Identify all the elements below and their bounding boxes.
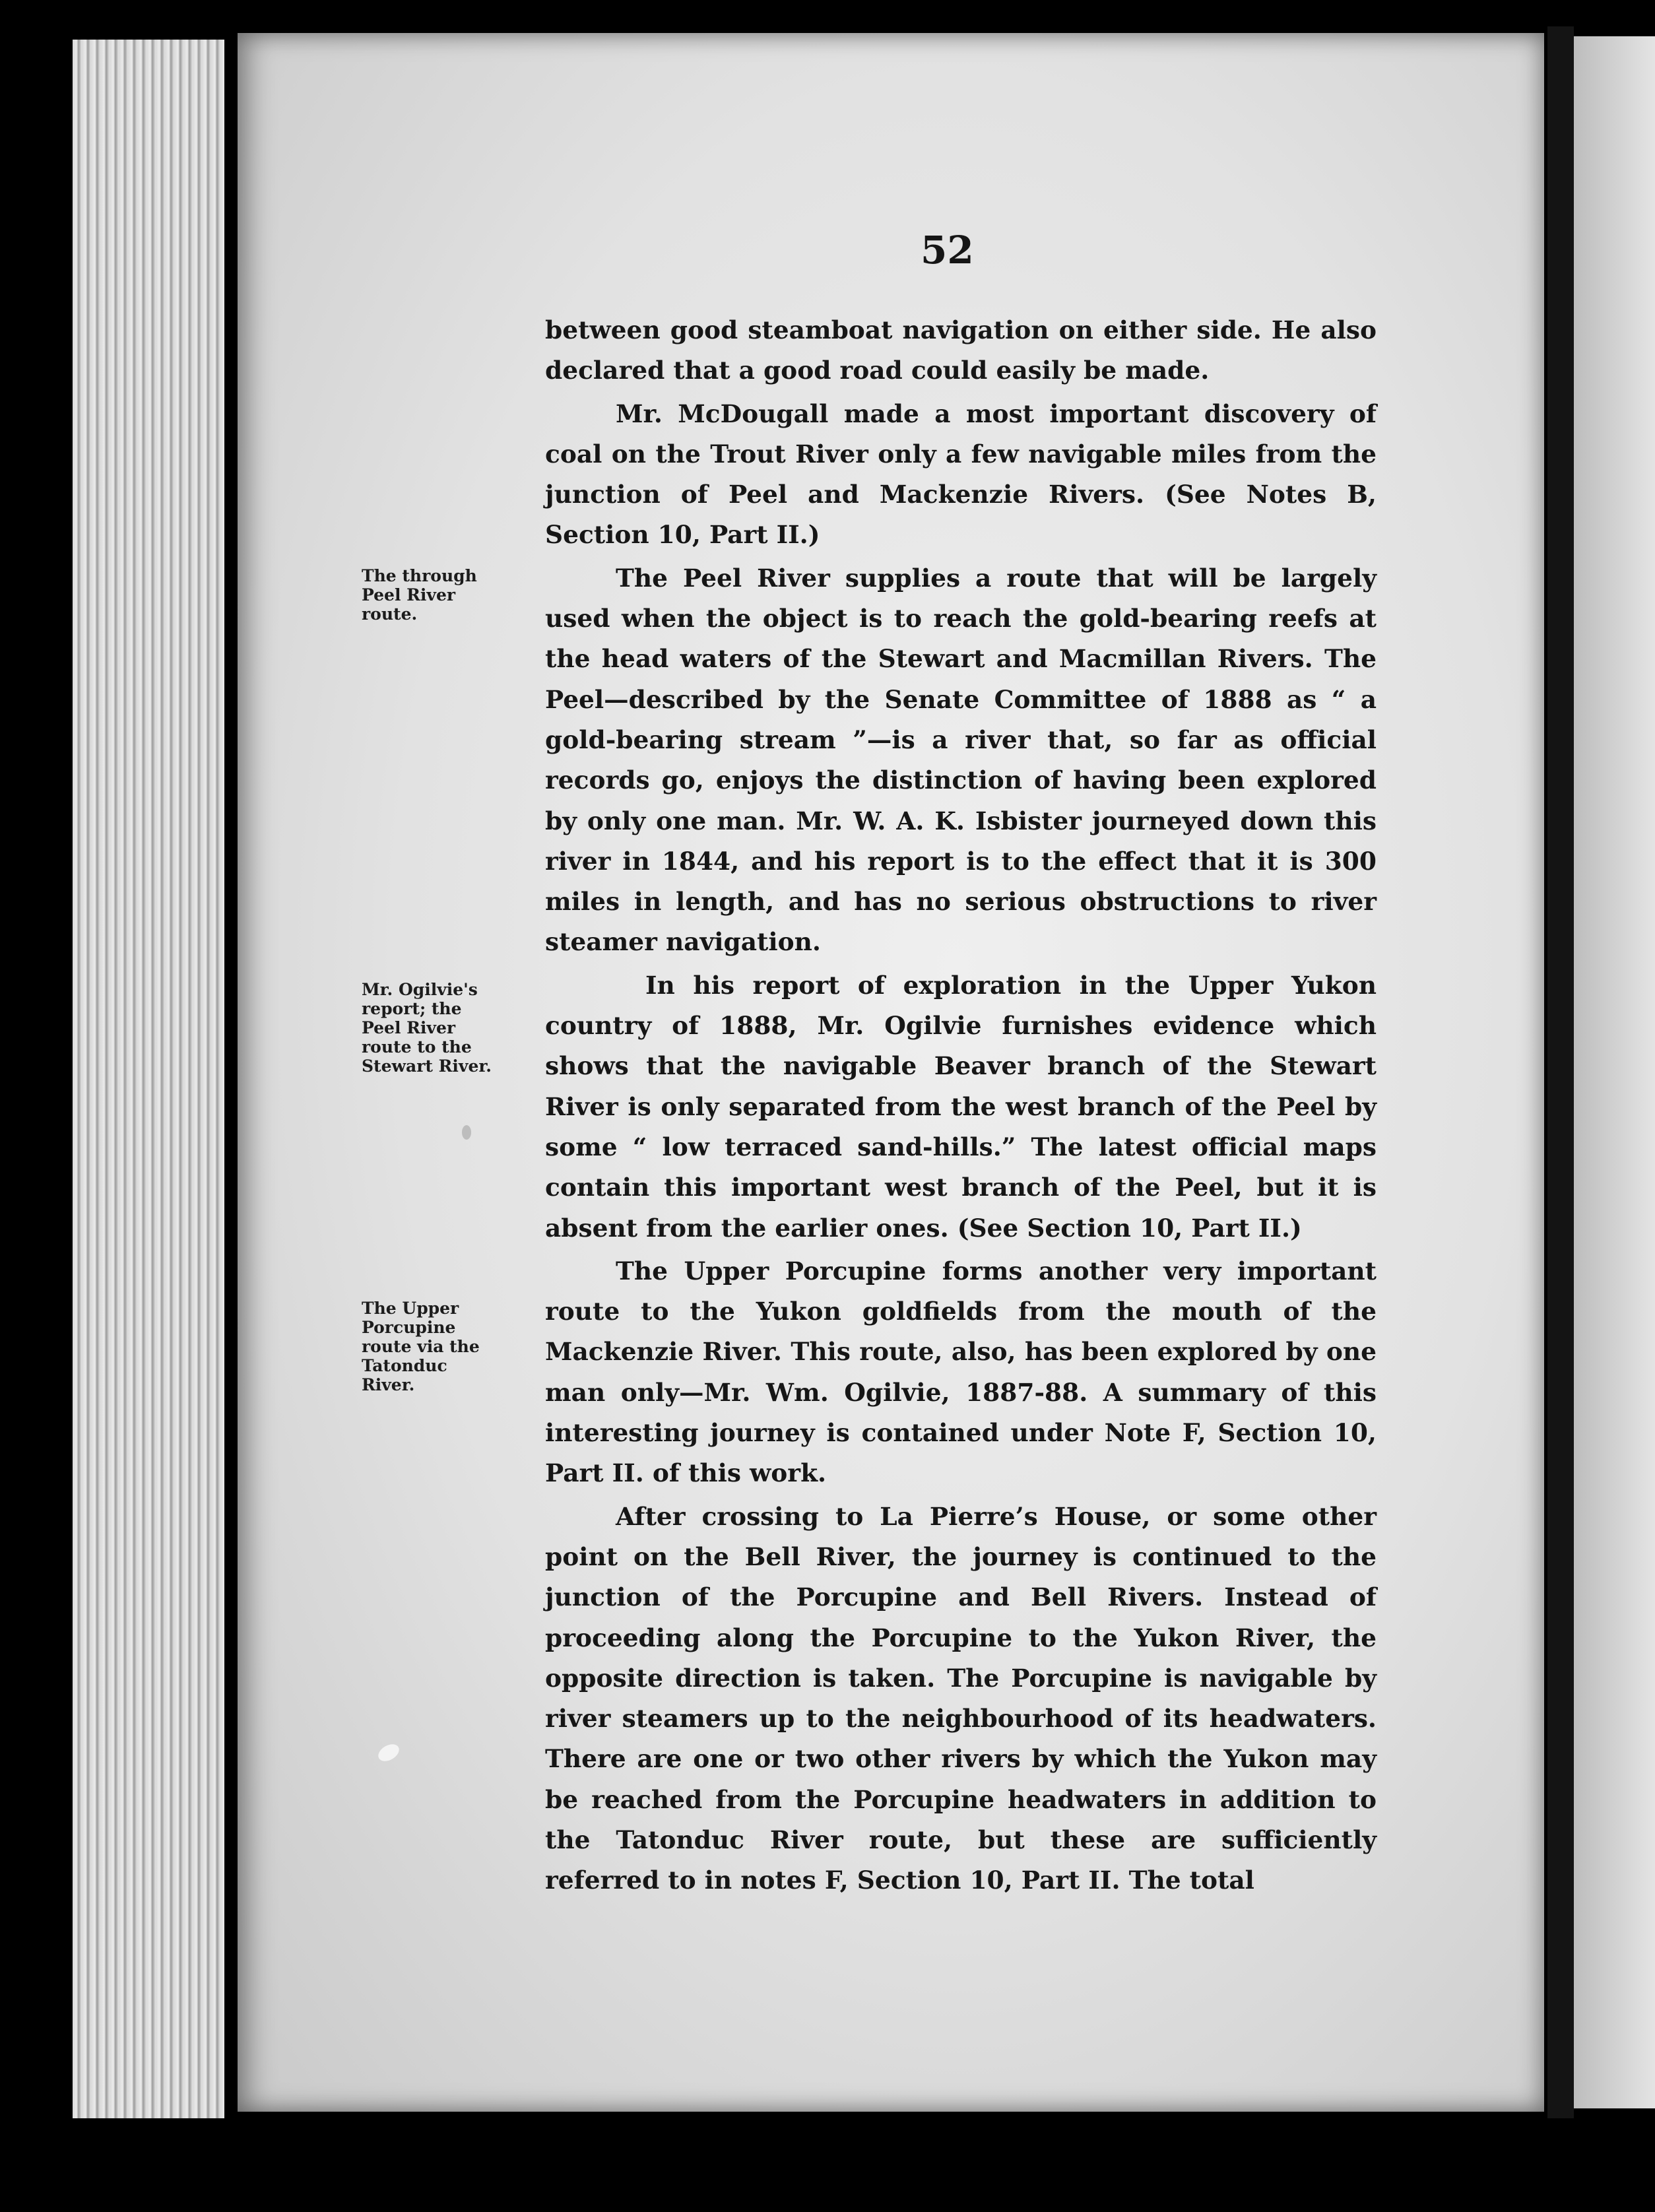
paragraph: The Peel River supplies a route that will be largely used when the object is to reach the gold-bearing reefs at the head waters of the Stewart and Macmillan Rivers. The Peel—described by the Senate Committee of 1888 as “ a gold-bearing stream ”—is a river that, so far as official records go, enjoys the distinction of having been explored by only one man. Mr. W. A. K. Isbister journeyed down this river in 1844, and his report is to the effect that it is 300 miles in length, and has no serious obstructions to river steamer navigation. <box>545 563 1377 957</box>
paragraph: In his report of exploration in the Upper Yukon country of 1888, Mr. Ogilvie furnishes evidence which shows that the navigable Beaver branch of the Stewart River is only separated from the west branch of the Peel by some “ low terraced sand-hills.” The latest official maps contain this important west branch of the Peel, but it is absent from the earlier ones. (See Section 10, Part II.) <box>545 970 1377 1243</box>
sidenote-line: Stewart River. <box>362 1057 492 1076</box>
paragraph: between good steamboat navigation on either side. He also declared that a good road could easily be made. <box>545 315 1377 385</box>
sidenote-line: River. <box>362 1375 415 1394</box>
sidenote-upper-porcupine-route <box>362 1299 530 1394</box>
facing-page-edge <box>1574 36 1655 2108</box>
paragraph: Mr. McDougall made a most important discovery of coal on the Trout River only a few navigable miles from the junction of Peel and Mackenzie Rivers. (See Notes B, Section 10, Part II.) <box>545 399 1377 550</box>
sidenote-line: Peel River <box>362 1018 456 1037</box>
sidenote-line: Peel River <box>362 585 456 604</box>
sidenote-line: Mr. Ogilvie's <box>362 980 478 999</box>
sidenote-peel-river-route <box>362 566 530 624</box>
sidenote-line: route via the <box>362 1337 480 1356</box>
sidenote-ogilvie-report <box>362 980 530 1076</box>
paper-speck <box>462 1125 471 1140</box>
sidenote-line: route. <box>362 604 418 624</box>
book-gutter-strip <box>1547 26 1574 2118</box>
sidenote-line: route to the <box>362 1037 472 1057</box>
paragraph: After crossing to La Pierre’s House, or some other point on the Bell River, the journey is continued to the junction of the Porcupine and Bell Rivers. Instead of proceeding along the Porcupine to the Yukon River, the opposite direction is taken. The Porcupine is navigable by river steamers up to the neighbourhood of its headwaters. There are one or two other rivers by which the Yukon may be reached from the Porcupine headwaters in addition to the Tatonduc River route, but these are sufficiently referred to in notes F, Section 10, Part II. The total <box>545 1501 1377 1895</box>
page-edge-stack <box>73 40 224 2118</box>
paragraph: The Upper Porcupine forms another very important route to the Yukon goldfields from the mouth of the Mackenzie River. This route, also, has been explored by one man only—Mr. Wm. Ogilvie, 1887-88. A summary of this interesting journey is contained under Note F, Section 10, Part II. of this work. <box>545 1256 1377 1488</box>
sidenote-line: Tatonduc <box>362 1356 447 1375</box>
sidenote-line: The through <box>362 566 477 585</box>
sidenote-line: The Upper <box>362 1299 459 1318</box>
page-number: 52 <box>921 228 974 273</box>
sidenote-line: Porcupine <box>362 1318 456 1337</box>
body-text <box>545 310 1377 1904</box>
sidenote-line: report; the <box>362 999 462 1018</box>
